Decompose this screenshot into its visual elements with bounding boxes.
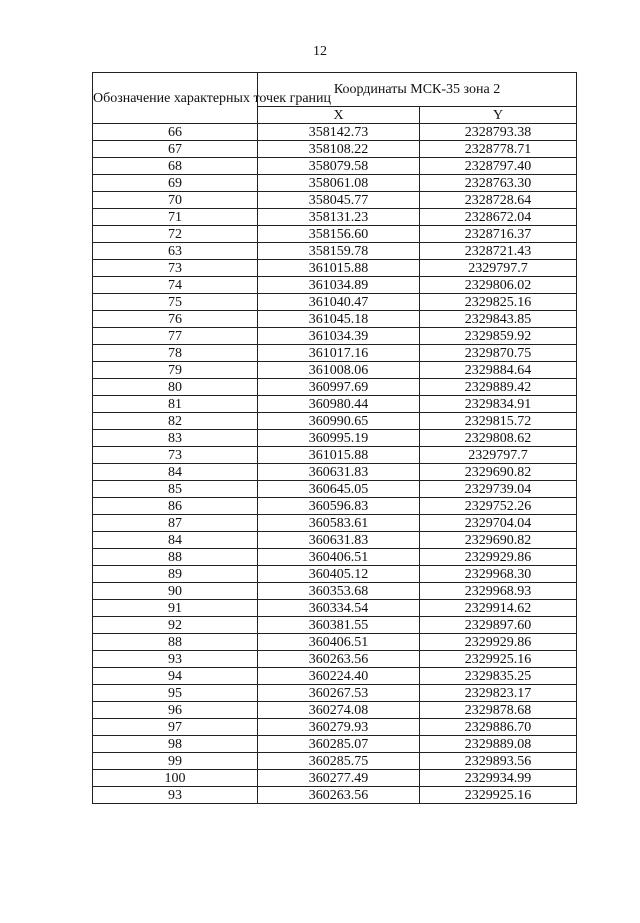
y-coordinate-cell: 2329823.17 [420,685,577,702]
x-coordinate-cell: 360277.49 [258,770,420,787]
x-coordinate-cell: 358061.08 [258,175,420,192]
table-row [93,549,577,566]
x-coordinate-cell: 360997.69 [258,379,420,396]
table-row [93,226,577,243]
point-id-cell: 87 [93,515,258,532]
point-id-cell: 85 [93,481,258,498]
y-coordinate-cell: 2328793.38 [420,124,577,141]
x-coordinate-cell: 358108.22 [258,141,420,158]
point-id-cell: 67 [93,141,258,158]
x-coordinate-cell: 360285.07 [258,736,420,753]
y-coordinate-cell: 2329739.04 [420,481,577,498]
x-coordinate-cell: 360224.40 [258,668,420,685]
point-id-cell: 68 [93,158,258,175]
table-row [93,668,577,685]
x-coordinate-cell: 360406.51 [258,549,420,566]
y-coordinate-cell: 2329897.60 [420,617,577,634]
x-coordinate-cell: 360405.12 [258,566,420,583]
x-coordinate-cell: 360631.83 [258,532,420,549]
y-coordinate-cell: 2328797.40 [420,158,577,175]
point-id-cell: 83 [93,430,258,447]
table-row [93,702,577,719]
point-id-cell: 82 [93,413,258,430]
point-id-cell: 73 [93,447,258,464]
point-id-cell: 93 [93,651,258,668]
x-coordinate-cell: 361034.89 [258,277,420,294]
y-coordinate-cell: 2328778.71 [420,141,577,158]
table-row [93,600,577,617]
x-coordinate-cell: 360267.53 [258,685,420,702]
point-id-cell: 81 [93,396,258,413]
point-id-cell: 84 [93,532,258,549]
table-row [93,617,577,634]
table-row [93,396,577,413]
point-id-cell: 76 [93,311,258,328]
x-coordinate-cell: 361045.18 [258,311,420,328]
table-row [93,124,577,141]
table-row [93,362,577,379]
x-coordinate-cell: 358159.78 [258,243,420,260]
y-coordinate-cell: 2329690.82 [420,464,577,481]
point-id-cell: 99 [93,753,258,770]
y-coordinate-cell: 2329815.72 [420,413,577,430]
table-row [93,311,577,328]
y-coordinate-cell: 2329889.42 [420,379,577,396]
table-row [93,277,577,294]
x-coordinate-cell: 360274.08 [258,702,420,719]
point-id-cell: 73 [93,260,258,277]
x-coordinate-cell: 360995.19 [258,430,420,447]
x-coordinate-cell: 358156.60 [258,226,420,243]
y-coordinate-cell: 2329870.75 [420,345,577,362]
point-id-cell: 88 [93,634,258,651]
point-id-cell: 100 [93,770,258,787]
y-coordinate-cell: 2329893.56 [420,753,577,770]
point-id-cell: 72 [93,226,258,243]
x-coordinate-cell: 360990.65 [258,413,420,430]
y-coordinate-cell: 2329690.82 [420,532,577,549]
point-id-cell: 92 [93,617,258,634]
y-coordinate-cell: 2329806.02 [420,277,577,294]
x-coordinate-cell: 360279.93 [258,719,420,736]
y-coordinate-cell: 2328716.37 [420,226,577,243]
point-id-cell: 97 [93,719,258,736]
point-id-cell: 69 [93,175,258,192]
point-id-cell: 70 [93,192,258,209]
table-row [93,260,577,277]
table-row [93,515,577,532]
point-id-cell: 74 [93,277,258,294]
point-id-cell: 95 [93,685,258,702]
point-id-cell: 77 [93,328,258,345]
x-coordinate-cell: 361015.88 [258,447,420,464]
table-row [93,566,577,583]
table-row [93,379,577,396]
table-row [93,345,577,362]
table-row [93,583,577,600]
point-id-cell: 98 [93,736,258,753]
table-row [93,158,577,175]
x-coordinate-cell: 360631.83 [258,464,420,481]
y-coordinate-cell: 2328672.04 [420,209,577,226]
y-coordinate-cell: 2329925.16 [420,787,577,804]
point-id-cell: 91 [93,600,258,617]
table-row [93,651,577,668]
x-coordinate-cell: 358045.77 [258,192,420,209]
point-id-cell: 75 [93,294,258,311]
table-row [93,430,577,447]
x-coordinate-cell: 361040.47 [258,294,420,311]
y-coordinate-cell: 2329925.16 [420,651,577,668]
point-id-cell: 80 [93,379,258,396]
point-id-cell: 66 [93,124,258,141]
y-coordinate-cell: 2329834.91 [420,396,577,413]
y-coordinate-cell: 2329704.04 [420,515,577,532]
point-id-cell: 79 [93,362,258,379]
table-row [93,294,577,311]
table-row [93,175,577,192]
y-coordinate-cell: 2329843.85 [420,311,577,328]
y-coordinate-cell: 2329889.08 [420,736,577,753]
y-coordinate-cell: 2329886.70 [420,719,577,736]
y-column-header: Y [420,107,577,124]
x-coordinate-cell: 360406.51 [258,634,420,651]
y-coordinate-cell: 2329929.86 [420,634,577,651]
table-row [93,787,577,804]
table-row [93,447,577,464]
x-coordinate-cell: 360263.56 [258,787,420,804]
table-row [93,532,577,549]
table-header [93,73,577,124]
coordinates-header: Координаты МСК-35 зона 2 [258,73,577,107]
page-number: 12 [313,44,327,59]
point-id-cell: 84 [93,464,258,481]
x-coordinate-cell: 361008.06 [258,362,420,379]
x-coordinate-cell: 360645.05 [258,481,420,498]
point-id-cell: 96 [93,702,258,719]
point-id-cell: 90 [93,583,258,600]
table-row [93,413,577,430]
y-coordinate-cell: 2328721.43 [420,243,577,260]
x-column-header: X [258,107,420,124]
x-coordinate-cell: 360381.55 [258,617,420,634]
table-row [93,481,577,498]
y-coordinate-cell: 2329797.7 [420,260,577,277]
y-coordinate-cell: 2328728.64 [420,192,577,209]
y-coordinate-cell: 2329835.25 [420,668,577,685]
table-row [93,736,577,753]
table-row [93,753,577,770]
table-row [93,464,577,481]
y-coordinate-cell: 2329914.62 [420,600,577,617]
y-coordinate-cell: 2329797.7 [420,447,577,464]
table-body [93,124,577,804]
table-row [93,685,577,702]
point-id-cell: 94 [93,668,258,685]
point-id-cell: 88 [93,549,258,566]
point-id-cell: 86 [93,498,258,515]
x-coordinate-cell: 358079.58 [258,158,420,175]
table-row [93,770,577,787]
y-coordinate-cell: 2329968.30 [420,566,577,583]
y-coordinate-cell: 2329808.62 [420,430,577,447]
y-coordinate-cell: 2329968.93 [420,583,577,600]
x-coordinate-cell: 361017.16 [258,345,420,362]
y-coordinate-cell: 2328763.30 [420,175,577,192]
x-coordinate-cell: 360353.68 [258,583,420,600]
table-row [93,141,577,158]
y-coordinate-cell: 2329878.68 [420,702,577,719]
table-row [93,209,577,226]
y-coordinate-cell: 2329859.92 [420,328,577,345]
table-row [93,328,577,345]
x-coordinate-cell: 361034.39 [258,328,420,345]
x-coordinate-cell: 358131.23 [258,209,420,226]
y-coordinate-cell: 2329825.16 [420,294,577,311]
x-coordinate-cell: 360285.75 [258,753,420,770]
x-coordinate-cell: 360263.56 [258,651,420,668]
y-coordinate-cell: 2329934.99 [420,770,577,787]
point-id-cell: 89 [93,566,258,583]
x-coordinate-cell: 360596.83 [258,498,420,515]
table-row [93,719,577,736]
x-coordinate-cell: 361015.88 [258,260,420,277]
table-row [93,192,577,209]
table-row [93,498,577,515]
table-row [93,634,577,651]
table-row [93,243,577,260]
y-coordinate-cell: 2329884.64 [420,362,577,379]
x-coordinate-cell: 358142.73 [258,124,420,141]
point-id-cell: 78 [93,345,258,362]
point-id-cell: 71 [93,209,258,226]
points-column-header: Обозначение характерных точек границ [93,73,258,124]
y-coordinate-cell: 2329929.86 [420,549,577,566]
point-id-cell: 63 [93,243,258,260]
x-coordinate-cell: 360583.61 [258,515,420,532]
y-coordinate-cell: 2329752.26 [420,498,577,515]
point-id-cell: 93 [93,787,258,804]
x-coordinate-cell: 360334.54 [258,600,420,617]
x-coordinate-cell: 360980.44 [258,396,420,413]
coordinates-table [92,72,577,804]
